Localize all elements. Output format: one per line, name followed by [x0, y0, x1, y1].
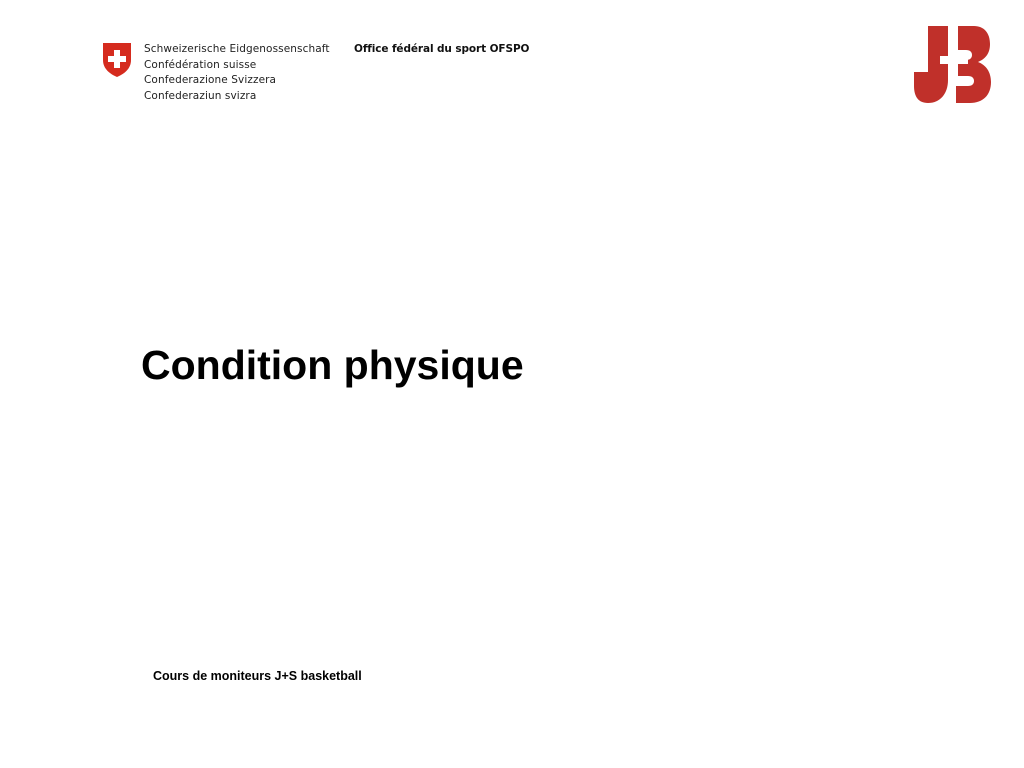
confederation-line-fr: Confédération suisse [144, 58, 257, 71]
slide-footer: Cours de moniteurs J+S basketball [153, 669, 362, 683]
confederation-line-rm: Confederaziun svizra [144, 89, 257, 102]
confederation-names [144, 42, 330, 104]
slide-header [0, 0, 1024, 120]
slide-title: Condition physique [141, 342, 524, 388]
confederation-line-de: Schweizerische Eidgenossenschaft [144, 43, 330, 55]
office-name: Office fédéral du sport OFSPO [354, 43, 530, 55]
confederation-line-it: Confederazione Svizzera [144, 74, 277, 86]
swiss-coat-of-arms-icon [102, 42, 132, 78]
js-logo-icon [912, 24, 992, 104]
